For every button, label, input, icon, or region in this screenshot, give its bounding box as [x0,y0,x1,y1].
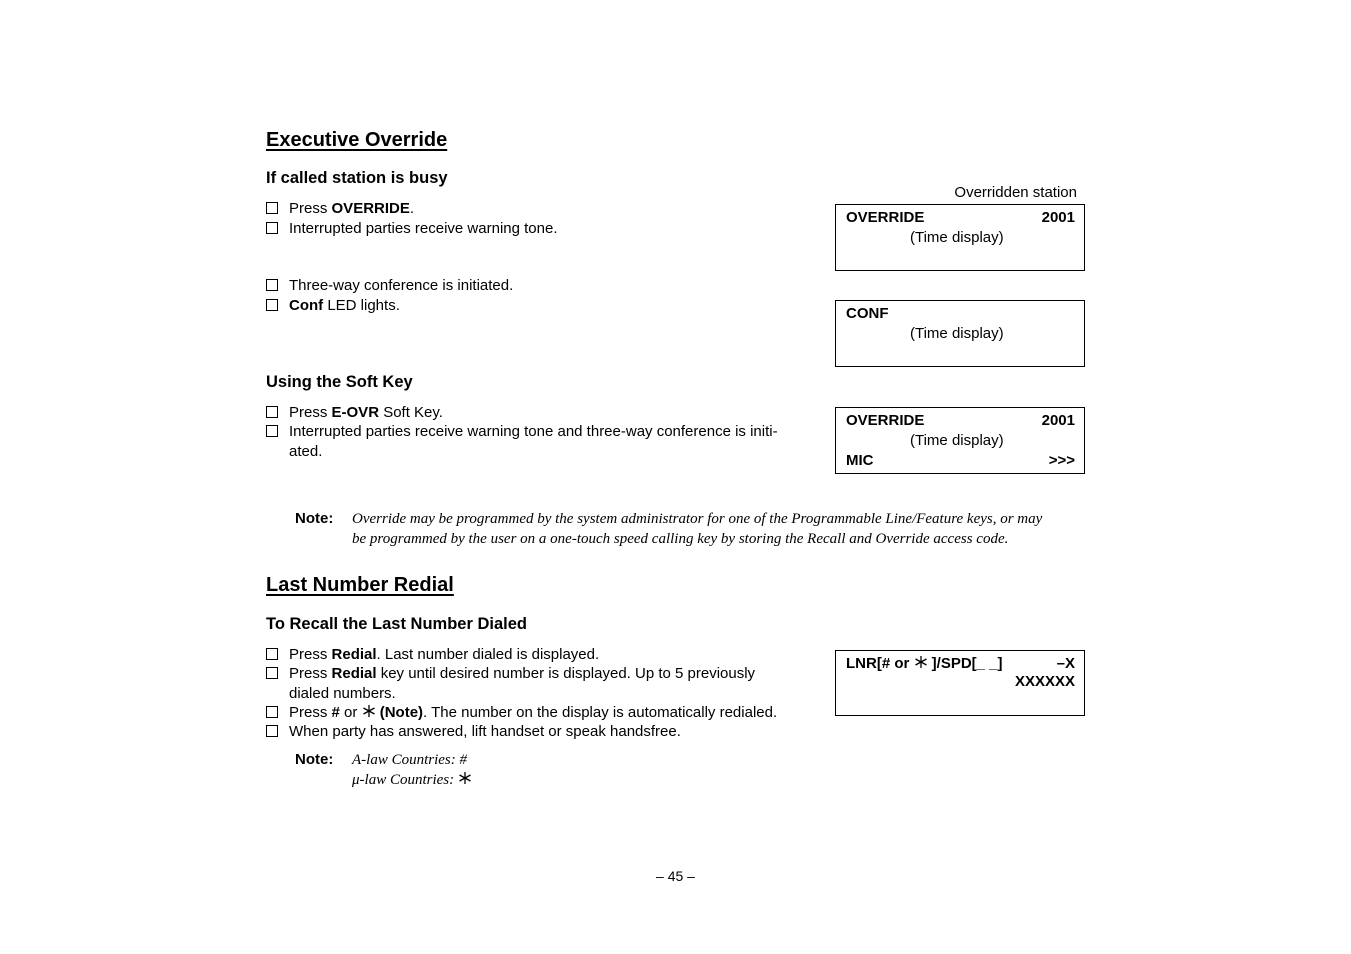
lcd-right-text: 2001 [1041,412,1075,429]
note-text [352,510,1042,549]
note-text [352,751,472,790]
checkbox-icon [266,725,278,737]
step-text: . Last number dialed is displayed. [376,646,600,663]
step-text: . [409,200,415,217]
key-name: Redial [331,665,377,682]
step-text: LED lights. [323,297,400,314]
note-label: Note: [295,510,334,527]
list-item [266,296,400,316]
step-text: . The number on the display is automatically redialed. [423,704,778,721]
section-title-last-number-redial: Last Number Redial [266,574,454,596]
step-text: Press [289,200,332,217]
list-item [266,199,414,219]
checkbox-icon [266,667,278,679]
checkbox-icon [266,299,278,311]
star-key-icon [914,655,928,669]
section-title-executive-override: Executive Override [266,129,448,151]
step-text: Soft Key. [379,404,443,421]
checkbox-icon [266,279,278,291]
lcd-left-text: OVERRIDE [846,209,925,226]
overridden-station-label: Overridden station [954,184,1077,201]
step-text: key until desired number is displayed. Up to 5 previously [376,665,756,682]
checkbox-icon [266,706,278,718]
lcd-right-text: –X [1056,655,1075,672]
step-text: Interrupted parties receive warning tone and three-way conference is initi- [289,423,778,440]
step-text: Press [289,404,332,421]
step-text: Press [289,665,332,682]
list-item [266,219,557,239]
note-line: A-law Countries: # [352,752,467,768]
heading-soft-key: Using the Soft Key [266,373,413,391]
hash-key: # [331,704,340,721]
checkbox-icon [266,648,278,660]
list-item [266,664,829,703]
lcd-time-display: (Time display) [910,432,1004,449]
lcd-display-override [835,204,1085,271]
checkbox-icon [266,202,278,214]
lcd-time-display: (Time display) [910,325,1004,342]
star-key-icon [362,704,376,718]
key-name: Conf [289,297,324,314]
step-text: ated. [289,442,323,460]
page-number: – 45 – [656,868,695,884]
list-item [266,276,513,296]
step-text: dialed numbers. [289,684,396,702]
lcd-left-text: OVERRIDE [846,412,925,429]
list-item [266,645,599,665]
star-key-icon [458,771,472,785]
checkbox-icon [266,222,278,234]
heading-if-busy: If called station is busy [266,169,448,187]
key-name: Redial [331,646,377,663]
lcd-text: LNR[# or [846,655,914,672]
checkbox-icon [266,425,278,437]
list-item [266,722,681,742]
lcd-soft-key-more: >>> [1048,452,1075,469]
lcd-display-conf [835,300,1085,367]
checkbox-icon [266,406,278,418]
lcd-display-softkey [835,407,1085,474]
note-line: be programmed by the user on a one-touch speed calling key by storing the Recall and Override access code. [352,530,1009,547]
step-text: When party has answered, lift handset or speak handsfree. [289,723,681,740]
key-name: OVERRIDE [331,200,410,217]
lcd-time-display: (Time display) [910,229,1004,246]
lcd-text: ]/SPD[_ _] [927,655,1003,672]
note-line: μ-law Countries: [352,771,458,788]
note-ref: (Note) [375,704,424,721]
lcd-display-lnr [835,650,1085,716]
step-text: Three-way conference is initiated. [289,277,514,294]
lcd-left-text: CONF [846,305,889,322]
list-item [266,422,849,461]
note-label: Note: [295,751,334,768]
list-item [266,403,443,423]
lcd-right-text: 2001 [1041,209,1075,226]
key-name: E-OVR [331,404,380,421]
lcd-left-text [846,654,1003,674]
step-text: or [339,704,362,721]
list-item [266,703,777,723]
lcd-soft-key-mic: MIC [846,452,874,469]
step-text: Press [289,646,332,663]
note-line: Override may be programmed by the system administrator for one of the Programmable Line/Feature keys, or may [352,511,1043,527]
step-text: Press [289,704,332,721]
lcd-number-placeholder: XXXXXX [1014,673,1075,690]
step-text: Interrupted parties receive warning tone. [289,220,558,237]
heading-recall: To Recall the Last Number Dialed [266,615,528,633]
